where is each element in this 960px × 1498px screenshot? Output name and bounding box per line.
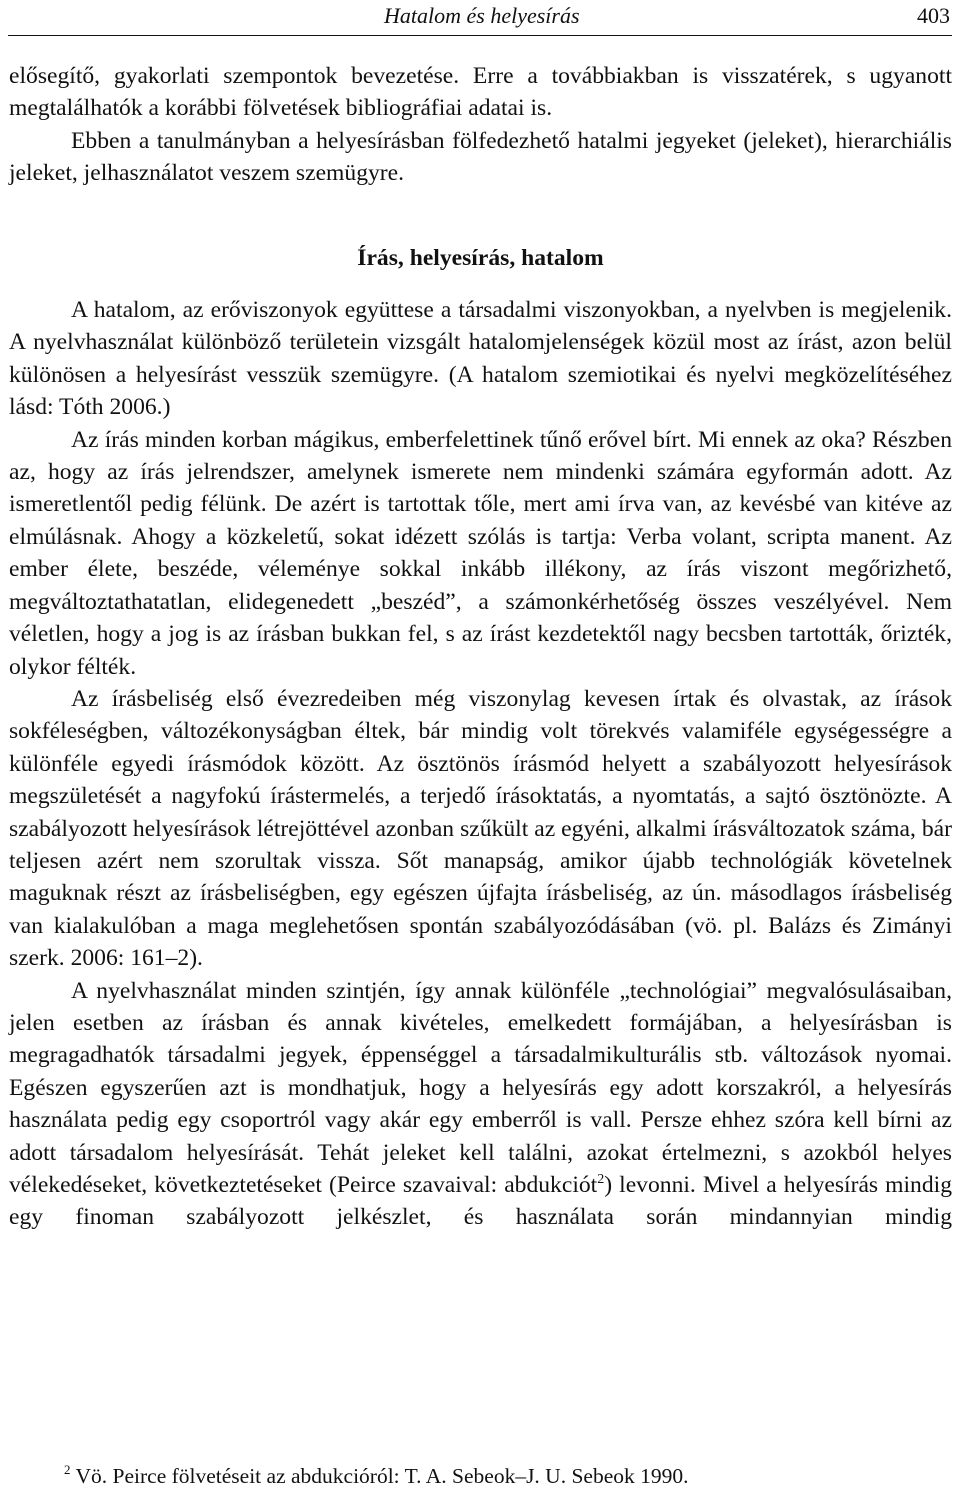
paragraph-scope: Ebben a tanulmányban a helyesírásban fölfedezhető hatalmi jegyeket (jeleket), hierarchiális jeleket, jelhasználatot veszem szemügyre.	[9, 127, 952, 187]
paragraph-language-use	[9, 975, 952, 1234]
running-head	[8, 2, 952, 30]
footnote-ref: 2	[597, 1172, 605, 1187]
paragraph-language-use-part1: A nyelvhasználat minden szintjén, így annak különféle „technológiai” megvalósulásaiban, jelen esetben az írásban és annak kivételes, emelkedett formájában, a helyesírásban is megragadhatók társadalmi jegyek, éppenséggel a társadalmikulturális stb. változások nyomai. Egészen egyszerűen azt is mondhatjuk, hogy a helyesírás egy adott korszakról, a helyesírás használata pedig egy csoportról vagy akár egy emberről is vall. Persze ehhez szóra kell bírni az adott társadalom helyesírását. Tehát jeleket kell találni, azokat értelmezni, s azokból helyes vélekedéseket, következtetéseket (Peirce szavaival: abdukciót	[9, 977, 952, 1198]
header-rule	[8, 35, 952, 36]
footnote-text: Vö. Peirce fölvetéseit az abdukcióról: T. A. Sebeok–J. U. Sebeok 1990.	[70, 1464, 689, 1488]
paragraph-intro-continuation: elősegítő, gyakorlati szempontok bevezetése. Erre a továbbiakban is visszatérek, s ugyanott megtalálhatók a korábbi fölvetések bibliográfiai adatai is.	[9, 63, 952, 122]
paragraph-power: A hatalom, az erőviszonyok együttese a társadalmi viszonyokban, a nyelvben is megjelenik. A nyelvhasználat különböző területein vizsgált hatalomjelenségek közül most az írást, azon belül különösen a helyesírást vesszük szemügyre. (A hatalom szemiotikai és nyelvi megközelítéséhez lásd: Tóth 2006.)	[9, 297, 952, 421]
footnote	[64, 1462, 689, 1490]
section-heading: Írás, helyesírás, hatalom	[357, 244, 604, 271]
paragraph-literacy-history: Az írásbeliség első évezredeiben még viszonylag kevesen írtak és olvastak, az írások sokféleségben, változékonyságban éltek, bár mindig volt törekvés valamiféle egységességre a különféle egyedi írásmódok között. Az ösztönös írásmód helyett a szabályozott helyesírások megszületését a nagyfokú írástermelés, a terjedő írásoktatás, a nyomtatás, a sajtó ösztönözte. A szabályozott helyesírások létrejöttével azonban szűkült az egyéni, alkalmi írásváltozatok száma, bár teljesen azért nem szorultak vissza. Sőt manapság, amikor újabb technológiák követelnek maguknak részt az írásbeliségben, egy egészen újfajta írásbeliség, az ún. másodlagos írásbeliség van kialakulóban a maga meglehetősen spontán szabályozódásában (vö. pl. Balázs és Zimányi szerk. 2006: 161–2).	[9, 685, 952, 972]
paragraph-language-use-part2: ) levonni. Mivel a helyesírás mindig egy finoman szabályozott jelkészlet, és használata során mindannyian mindig	[9, 1172, 953, 1231]
body-text	[9, 60, 952, 1234]
running-title: Hatalom és helyesírás	[384, 3, 580, 28]
footnote-number: 2	[64, 1462, 71, 1477]
paragraph-writing-magic: Az írás minden korban mágikus, emberfelettinek tűnő erővel bírt. Mi ennek az oka? Részben az, hogy az írás jelrendszer, amelynek ismerete nem mindenki számára egyformán adott. Az ismeretlentől pedig félünk. De azért is tartottak tőle, mert ami írva van, az kevésbé van kitéve az elmúlásnak. Ahogy a közkeletű, sokat idézett szólás is tartja: Verba volant, scripta manent. Az ember élete, beszéde, véleménye sokkal inkább illékony, az írás viszont megőrizhető, megváltoztathatatlan, elidegenedett „beszéd”, a számonkérhetőség összes veszélyével. Nem véletlen, hogy a jog is az írásban bukkan fel, s az írást kezdetektől nagy becsben tartották, őrizték, olykor félték.	[9, 426, 952, 680]
page-number: 403	[917, 3, 950, 28]
